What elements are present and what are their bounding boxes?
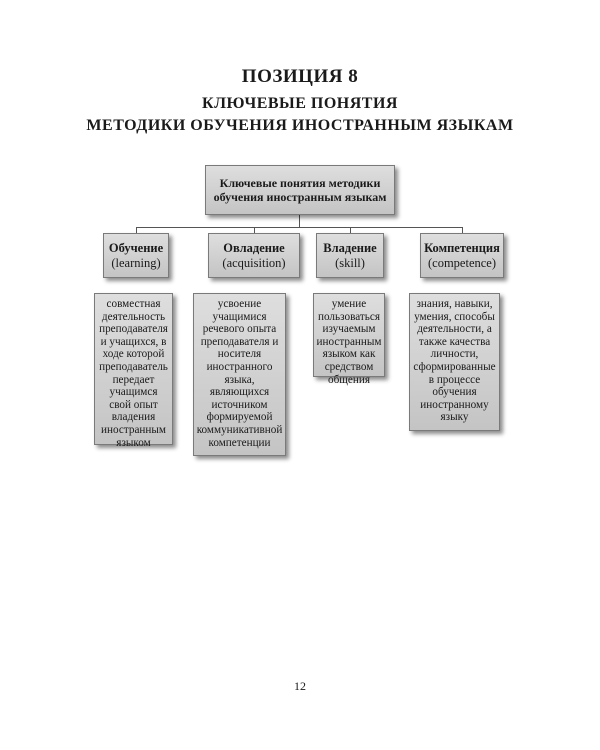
definition-acquisition: усвоение учащимися речевого опыта преподавателя и носителя иностранного языка, являющихся источником формируемой коммуникативной компетенции <box>193 293 286 456</box>
concept-name: Владение <box>323 240 377 255</box>
concept-term: (learning) <box>111 255 161 270</box>
section-title-line2: МЕТОДИКИ ОБУЧЕНИЯ ИНОСТРАННЫМ ЯЗЫКАМ <box>86 117 514 134</box>
connector-horizontal <box>136 227 463 228</box>
root-node <box>205 165 395 215</box>
root-node-line1: Ключевые понятия методики <box>219 176 381 190</box>
concept-node-acquisition <box>208 233 300 278</box>
concept-term: (competence) <box>427 255 496 270</box>
concept-term: (acquisition) <box>222 255 286 270</box>
concept-node-learning <box>103 233 169 278</box>
page-number: 12 <box>294 679 306 693</box>
section-title-line1: КЛЮЧЕВЫЕ ПОНЯТИЯ <box>202 95 398 112</box>
concept-name: Овладение <box>223 240 285 255</box>
definition-competence: знания, навыки, умения, способы деятельности, а также качества личности, сформированные в процессе обучения иностранному языку <box>409 293 500 431</box>
concept-name: Компетенция <box>424 240 500 255</box>
concept-node-skill <box>316 233 384 278</box>
definition-skill: умение пользоваться изучаемым иностранным языком как средством общения <box>313 293 385 377</box>
concept-term: (skill) <box>335 255 365 270</box>
concept-name: Обучение <box>108 240 164 255</box>
concept-node-competence <box>420 233 504 278</box>
definition-learning: совместная деятельность преподавателя и учащихся, в ходе которой преподаватель передает учащимся свой опыт владения иностранным языком <box>94 293 173 445</box>
position-title: ПОЗИЦИЯ 8 <box>241 66 359 87</box>
root-node-line2: обучения иностранным языкам <box>213 190 387 204</box>
connector-root-down <box>299 215 300 227</box>
